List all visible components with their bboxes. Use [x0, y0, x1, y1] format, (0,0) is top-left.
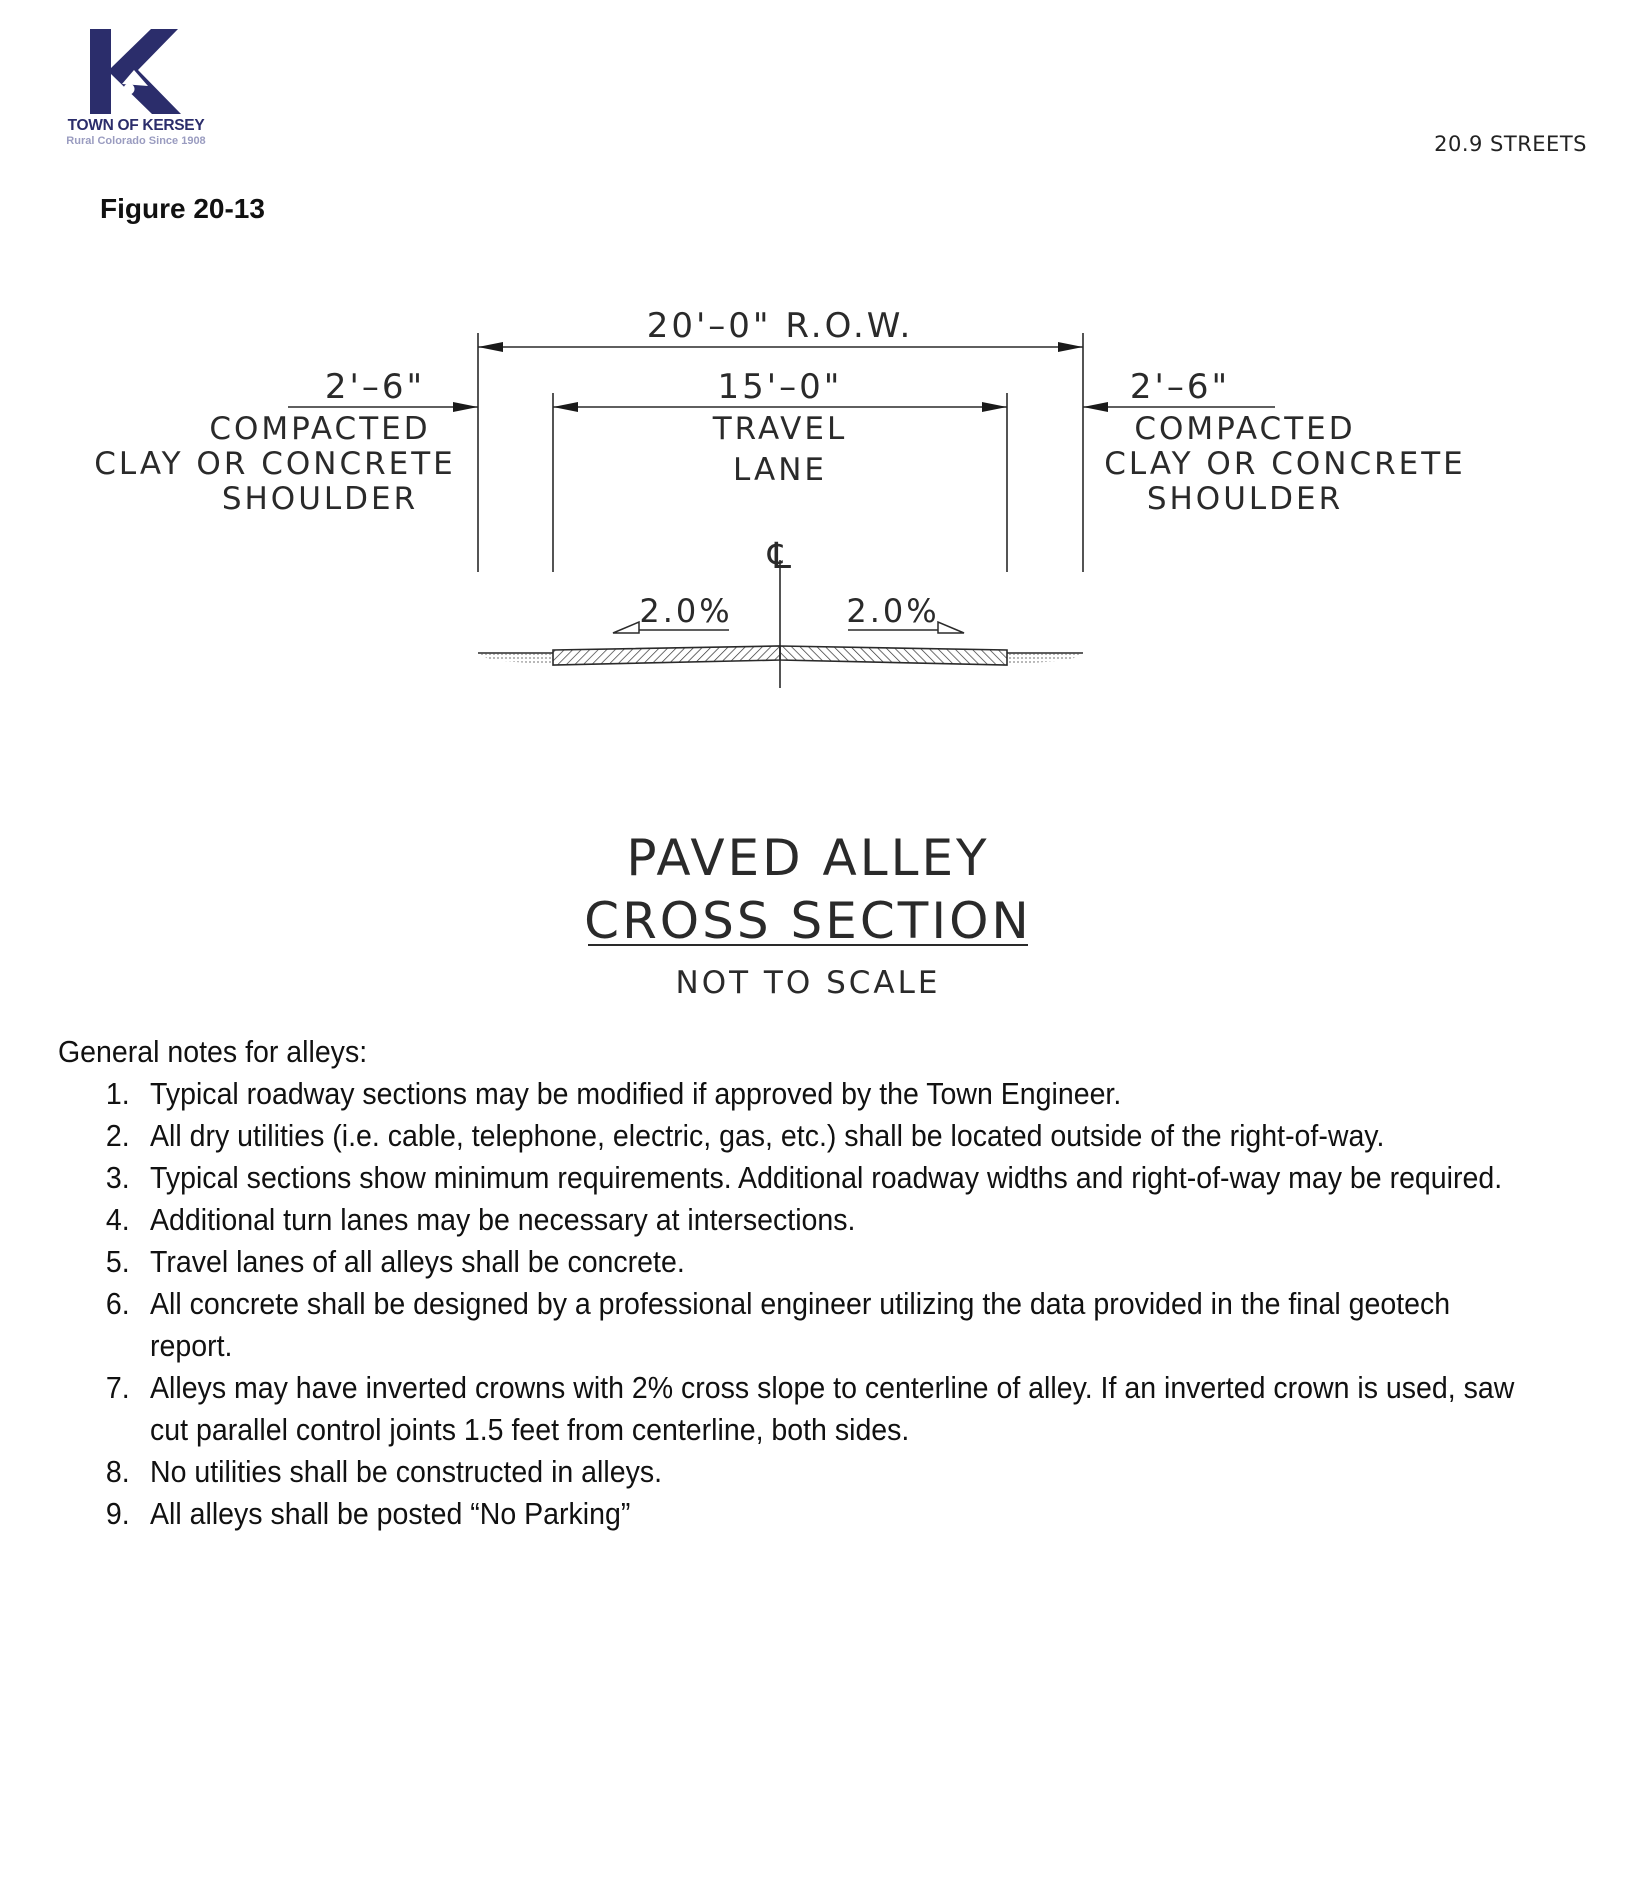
note-number: 9.: [105, 1496, 130, 1531]
right-shoulder-dimension-text: 2'–6": [1129, 367, 1231, 407]
note-text: All concrete shall be designed by a professional engineer utilizing the data provided in the final geotech report.: [150, 1286, 1451, 1363]
drawing-title-line-1: PAVED ALLEY: [626, 829, 990, 887]
centerline-symbol: ℄: [767, 536, 795, 577]
left-shoulder-line-3: SHOULDER: [221, 481, 419, 517]
note-number: 8.: [105, 1454, 130, 1489]
note-item: [58, 1157, 1519, 1199]
travel-lane-label-1: TRAVEL: [712, 411, 848, 447]
left-shoulder-line-1: COMPACTED: [209, 411, 431, 447]
note-text: All alleys shall be posted “No Parking”: [150, 1496, 631, 1531]
note-number: 6.: [105, 1286, 130, 1321]
section-heading: 20.9 STREETS: [1434, 132, 1587, 156]
note-item: [58, 1073, 1519, 1115]
note-text: Additional turn lanes may be necessary at intersections.: [150, 1202, 856, 1237]
general-notes: [58, 1031, 1519, 1535]
left-slope-triangle: [613, 622, 639, 633]
note-item: [58, 1115, 1519, 1157]
note-text: Travel lanes of all alleys shall be concrete.: [150, 1244, 685, 1279]
logo-tagline: Rural Colorado Since 1908: [66, 135, 206, 147]
travel-lane-label-2: LANE: [733, 452, 827, 488]
right-shoulder-line-2: CLAY OR CONCRETE: [1104, 446, 1466, 482]
row-right-arrow: [1058, 342, 1083, 352]
note-number: 5.: [105, 1244, 130, 1279]
left-slope-text: 2.0%: [639, 592, 733, 630]
left-shoulder-line-2: CLAY OR CONCRETE: [94, 446, 456, 482]
figure-label: Figure 20-13: [100, 193, 265, 224]
note-text: No utilities shall be constructed in alleys.: [150, 1454, 663, 1489]
note-number: 4.: [105, 1202, 130, 1237]
right-shoulder-line-1: COMPACTED: [1134, 411, 1356, 447]
note-item: [58, 1451, 1519, 1493]
logo-town-name: TOWN OF KERSEY: [67, 117, 205, 134]
lane-dimension-text: 15'–0": [717, 367, 843, 407]
drawing-title-line-2: CROSS SECTION: [584, 892, 1032, 950]
left-shoulder-fill: [478, 651, 553, 665]
right-slope-triangle: [938, 622, 964, 633]
right-shoulder-fill: [1007, 651, 1083, 665]
note-number: 1.: [105, 1076, 130, 1111]
row-dimension-text: 20'–0" R.O.W.: [646, 306, 914, 346]
notes-title: General notes for alleys:: [58, 1034, 368, 1069]
scale-note: NOT TO SCALE: [675, 965, 941, 1001]
lane-right-arrow: [982, 402, 1007, 412]
note-text: Alleys may have inverted crowns with 2% cross slope to centerline of alley. If an inverted crown is used, saw cut parallel control joints 1.5 feet from centerline, both sides.: [150, 1370, 1515, 1447]
logo-letter: K: [56, 26, 57, 27]
notes-list: [58, 1073, 1519, 1535]
left-shoulder-dimension-text: 2'–6": [324, 367, 426, 407]
left-shoulder-arrow: [453, 402, 478, 412]
note-item: [58, 1367, 1519, 1451]
note-number: 7.: [105, 1370, 130, 1405]
right-shoulder-arrow: [1083, 402, 1108, 412]
row-left-arrow: [478, 342, 503, 352]
lane-left-arrow: [553, 402, 578, 412]
note-item: [58, 1283, 1519, 1367]
left-pavement-slab: [553, 646, 780, 665]
note-item: [58, 1241, 1519, 1283]
note-item: [58, 1199, 1519, 1241]
right-shoulder-line-3: SHOULDER: [1146, 481, 1344, 517]
right-slope-text: 2.0%: [846, 592, 940, 630]
note-number: 2.: [105, 1118, 130, 1153]
note-item: [58, 1493, 1519, 1535]
right-pavement-slab: [780, 646, 1007, 665]
note-text: Typical sections show minimum requirements. Additional roadway widths and right-of-way may be required.: [150, 1160, 1503, 1195]
note-text: All dry utilities (i.e. cable, telephone, electric, gas, etc.) shall be located outside of the right-of-way.: [150, 1118, 1385, 1153]
note-number: 3.: [105, 1160, 130, 1195]
note-text: Typical roadway sections may be modified if approved by the Town Engineer.: [150, 1076, 1122, 1111]
